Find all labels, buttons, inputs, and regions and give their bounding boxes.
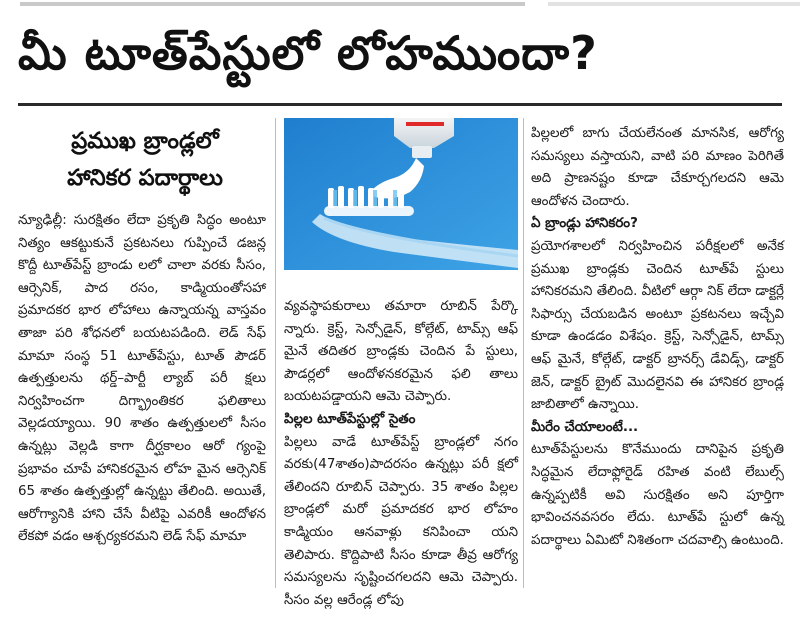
column-3-para-2: ప్రయోగశాలలో నిర్వహించిన పరీక్షలలో అనేక ప్రముఖ బ్రాండ్లకు చెందిన టూత్‌పే స్టులు హానికరమని తేలింది. వీటిలో ఆర్గా నిక్ లేదా డాక్టర్లే సిఫార్సు చేయబడిన అంటూ ప్రకటనలు ఇచ్చేవి కూడా ఉండడం విశేషం. క్రెస్ట్, సెన్సోడైన్, టామ్స్ ఆఫ్ మైనే, కోల్గేట్, డాక్టర్ బ్రానర్స్ డేవిడ్స్, డాక్టర్ జెన్, డాక్టర్ బ్రైట్ మొదలైనవి ఈ హానికర బ్రాండ్ల జాబితాలో ఉన్నాయి. — [531, 238, 784, 413]
column-3-para-3: టూత్‌పేస్టులను కొనేముందు దానిపైన ప్రకృతి సిద్ధమైన లేదాఫ్లోరైడ్ రహిత వంటి లేబుల్స్ ఉన్నప్పటికీ అవి సురక్షితం అని పూర్తిగా భావించనవసరం లేదు. టూత్‌పే స్టులో ఉన్న పదార్థాలు ఏమిటో నిశితంగా చదవాల్సి ఉంటుంది. — [531, 442, 784, 548]
toothbrush-photo — [284, 118, 518, 270]
harmful-brands-heading: ఏ బ్రాండ్లు హానికరం? — [531, 216, 638, 232]
column-1-text: న్యూఢిల్లీ: సురక్షితం లేదా ప్రకృతి సిద్ధం అంటూ నిత్యం ఆకట్టుకునే ప్రకటనలు గుప్పించే డజన్ల కొద్దీ టూత్‌పేస్ట్ బ్రాండు లలో చాలా వరకు సీసం, ఆర్సెనిక్, పాద రసం, కాడ్మియంతోసహా ప్రమాదకర భార లోహాలు ఉన్నాయన్న వాస్తవం తాజా పరి శోధనలో బయటపడింది. లెడ్ సేఫ్ మామా సంస్థ 51 టూత్‌పేస్టు, టూత్ పౌడర్ ఉత్పత్తులను థర్డ్–పార్టీ ల్యాబ్ పరీ క్షలు నిర్వహించగా దిగ్భ్రాంతికర ఫలితాలు వెల్లడయ్యాయి. 90 శాతం ఉత్పత్తులలో సీసం ఉన్నట్లు వెల్లడి కాగా దీర్ఘకాలం ఆరో గ్యంపై ప్రభావం చూపే హానికరమైన లోహ మైన ఆర్సెనిక్ 65 శాతం ఉత్పత్తుల్లో ఉన్నట్టు తేలింది. అయితే, ఆరోగ్యానికి హాని చేసే వీటిపై ఎవరికీ ఆందోళన లేకపో వడం ఆశ్చర్యకరమని లెడ్ సేఫ్ మామా — [18, 213, 266, 545]
article-column-1 — [18, 210, 266, 549]
headline-rule — [18, 103, 782, 106]
headline: మీ టూత్‌పేస్టులో లోహముందా? — [18, 26, 598, 80]
what-to-do-heading: మీరేం చేయాలంటే... — [531, 419, 639, 435]
column-3-para-1: పిల్లలలో బాగు చేయలేనంత మానసిక, ఆరోగ్య సమస్యలు వస్తాయని, వాటి పరి మాణం పెరిగితే అది ప్రాణనష్టం కూడా చేకూర్చగలదని ఆమె ఆందోళన చెందారు. — [531, 126, 784, 209]
top-border — [0, 0, 800, 9]
top-border-right — [548, 2, 800, 6]
subheadline-line-1: ప్రముఖ బ్రాండ్లలో — [71, 128, 219, 154]
column-divider-1 — [275, 118, 276, 588]
toothbrush-toothpaste-icon — [284, 118, 518, 270]
top-border-left — [20, 2, 525, 6]
subheadline — [40, 123, 250, 197]
column-2-para-2: పిల్లలు వాడే టూత్‌పేస్ట్ బ్రాండ్లలో నగం వరకు(47శాతం)పాదరసం ఉన్నట్లు పరీ క్షలో తేలిందని రూబిన్ చెప్పారు. 35 శాతం పిల్లల బ్రాండ్లలో మరో ప్రమాదకర భార లోహం కాడ్మియం ఆనవాళ్లు కనిపించా యని తెలిపారు. కొద్దిపాటి సీసం కూడా తీవ్ర ఆరోగ్య సమస్యలను సృష్టించగలదని ఆమె చెప్పారు. సీసం వల్ల ఆరేండ్ల లోపు — [284, 434, 518, 608]
article-column-3 — [531, 123, 784, 552]
article-column-2 — [284, 296, 518, 612]
subheadline-line-2: హానికర పదార్థాలు — [67, 165, 223, 191]
kids-toothpaste-heading: పిల్లల టూత్‌పేస్టుల్లో సైతం — [284, 411, 416, 427]
column-divider-2 — [523, 118, 524, 588]
column-2-para-1: వ్యవస్థాపకురాలు తమారా రూబిన్ పేర్కొ న్నారు. క్రెస్ట్, సెన్సోడైన్, కోల్గేట్, టామ్స్ ఆఫ్ మైనే తదితర బ్రాండ్లకు చెందిన పే స్టులు, పౌడర్లలో ఆందోళనకరమైన ఫలి తాలు బయటపడ్డాయని ఆమె చెప్పారు. — [284, 299, 518, 405]
